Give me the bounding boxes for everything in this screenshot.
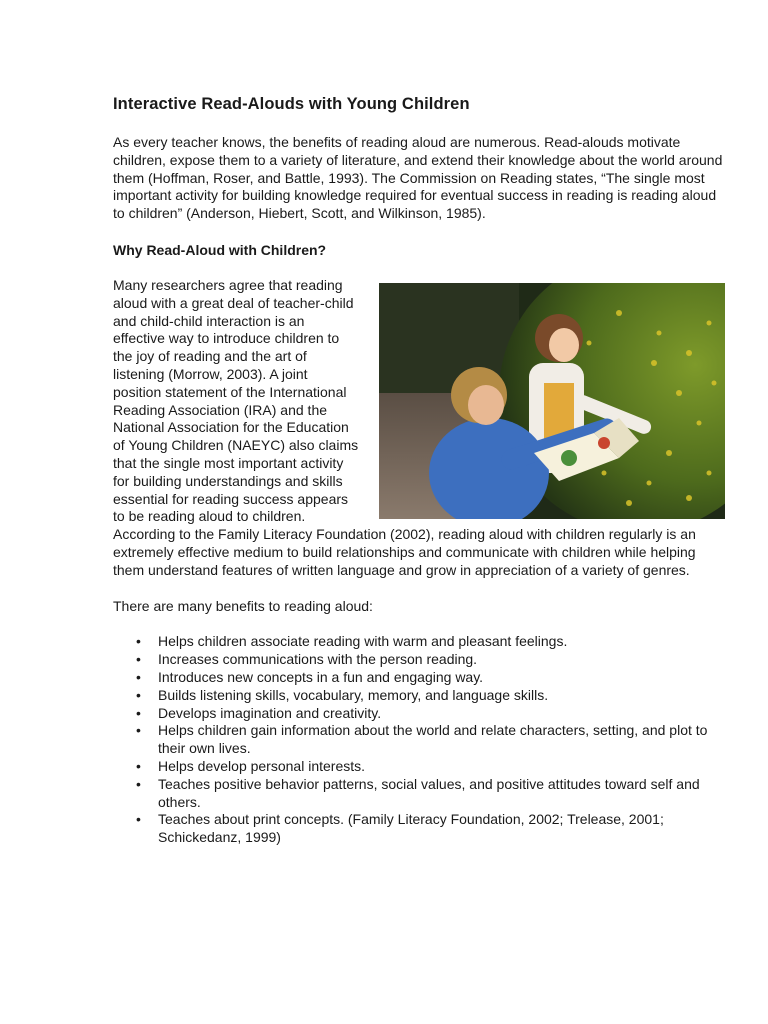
document-page bbox=[113, 92, 725, 847]
list-item-text: Teaches about print concepts. (Family Literacy Foundation, 2002; Trelease, 2001; Schickedanz, 1999) bbox=[158, 811, 664, 846]
bullet-3: • bbox=[136, 686, 141, 703]
list-item bbox=[136, 651, 725, 669]
list-item bbox=[136, 668, 725, 687]
list-item-text: Increases communications with the person reading. bbox=[158, 651, 478, 668]
bullet-2: • bbox=[136, 668, 141, 685]
list-item bbox=[136, 686, 725, 705]
bullet-4: • bbox=[136, 704, 141, 721]
body-paragraph-text: Many researchers agree that reading aloud with a great deal of teacher-child and child-child interaction is an effective way to introduce children to the joy of reading and the art of listening (Morrow, 2003). A joint position statement of the International Reading Association (IRA) and the National Association for the Education of Young Children (NAEYC) also claims that the single most important activity for building understandings and skills essential for reading success appears to be reading aloud to children. According to the Family Literacy Foundation (2002), reading aloud with children regularly is an extremely effective medium to build relationships and communicate with children while helping them understand features of written language and grow in appreciation of a variety of genres. bbox=[113, 276, 696, 578]
list-item bbox=[136, 757, 725, 776]
list-item-text: Develops imagination and creativity. bbox=[158, 704, 382, 721]
bullet-8: • bbox=[136, 811, 141, 828]
list-item bbox=[136, 775, 725, 812]
list-item-text: Builds listening skills, vocabulary, memory, and language skills. bbox=[158, 686, 549, 703]
list-item bbox=[136, 811, 725, 847]
list-item-text: Helps develop personal interests. bbox=[158, 757, 366, 774]
bullet-6: • bbox=[136, 757, 141, 774]
list-item-text: Teaches positive behavior patterns, social values, and positive attitudes toward self and others. bbox=[158, 775, 700, 810]
bullet-5: • bbox=[136, 722, 141, 739]
section-heading: Why Read-Aloud with Children? bbox=[113, 241, 327, 258]
list-item-text: Helps children gain information about the world and relate characters, setting, and plot to their own lives. bbox=[158, 722, 708, 757]
bullet-1: • bbox=[136, 651, 141, 668]
benefits-intro: There are many benefits to reading aloud: bbox=[113, 597, 373, 614]
bullet-7: • bbox=[136, 775, 141, 792]
intro-paragraph: As every teacher knows, the benefits of reading aloud are numerous. Read-alouds motivate children, expose them to a variety of literature, and extend their knowledge about the world around them (Hoffman, Roser, and Battle, 1993). The Commission on Reading states, “The single most important activity for building knowledge required for eventual success in reading is reading aloud to children” (Anderson, Hiebert, Scott, and Wilkinson, 1985). bbox=[113, 134, 723, 222]
list-item-text: Introduces new concepts in a fun and engaging way. bbox=[158, 668, 484, 685]
body-paragraph bbox=[113, 277, 725, 580]
benefits-list bbox=[113, 633, 725, 847]
list-item bbox=[136, 704, 725, 723]
reading-photo bbox=[379, 283, 725, 519]
bullet-0: • bbox=[136, 633, 141, 650]
list-item bbox=[136, 722, 725, 758]
list-item-text: Helps children associate reading with warm and pleasant feelings. bbox=[158, 633, 568, 650]
list-item bbox=[136, 633, 725, 651]
document-title: Interactive Read-Alouds with Young Children bbox=[113, 95, 470, 113]
